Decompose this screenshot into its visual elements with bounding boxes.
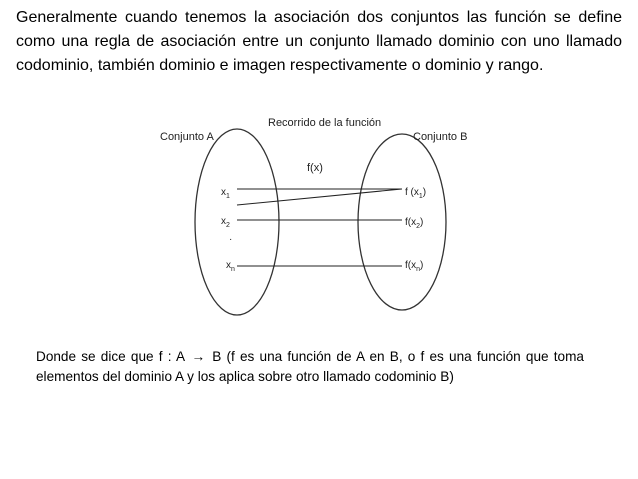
set-b-label: Conjunto B bbox=[413, 131, 468, 143]
conclusion-part2: B (f es una función de A en B, o f es una función que toma elementos del dominio A y los aplica sobre otro llamado codominio B) bbox=[36, 349, 584, 384]
conclusion-part1: Donde se dice que f : A bbox=[36, 349, 185, 364]
mapping-line-x2-cross bbox=[237, 189, 402, 205]
function-label: f(x) bbox=[307, 162, 323, 174]
set-b-ellipse bbox=[358, 134, 446, 310]
intro-paragraph: Generalmente cuando tenemos la asociación dos conjuntos las función se define como una regla de asociación entre un conjunto llamado dominio con uno llamado codominio, también dominio e imagen respectivamente o dominio y rango. bbox=[16, 9, 622, 74]
domain-element-xn: $x_n$ bbox=[226, 260, 235, 273]
domain-element-x2: $x_2$ bbox=[221, 216, 230, 229]
maps-to-arrow: → bbox=[191, 349, 206, 364]
domain-element-x1: $x_1$ bbox=[221, 187, 230, 200]
set-a-ellipse bbox=[195, 129, 279, 315]
set-a-label: Conjunto A bbox=[160, 131, 214, 143]
ellipsis-dot: · bbox=[229, 234, 233, 245]
codomain-element-fxn: $f(x_n)$ bbox=[405, 260, 424, 273]
diagram-title: Recorrido de la función bbox=[268, 117, 382, 129]
codomain-element-fx1: f $(x_1)$ bbox=[405, 187, 427, 200]
conclusion-paragraph bbox=[36, 347, 584, 387]
codomain-element-fx2: $f(x_2)$ bbox=[405, 217, 424, 230]
